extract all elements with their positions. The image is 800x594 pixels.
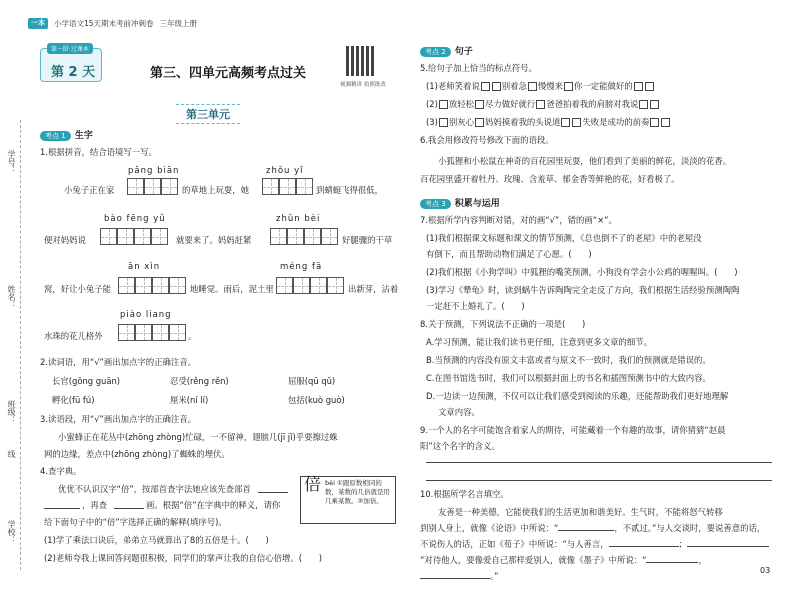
text: 给下面句子中的“倍”字选择正确的解释(填序号)。 [44, 517, 227, 527]
char-grid[interactable] [118, 277, 186, 294]
section-accumulation: 考点 3 积累与运用 [420, 196, 500, 209]
word-item[interactable]: 屈服(qū qǔ) [288, 376, 336, 386]
question-7: 7.根据所学内容判断对错，对的画“√”，错的画“×”。 [420, 215, 617, 225]
char-grid[interactable] [100, 228, 168, 245]
line-label: 线 [7, 450, 16, 458]
pinyin: pǎng biān [128, 166, 180, 176]
char-grid[interactable] [270, 228, 338, 245]
pinyin: piào liang [120, 310, 172, 320]
fill-row-3: ”对待他人，要像爱自己那样爱别人，就像《墨子》中所说：“ ， [420, 555, 707, 565]
qr-caption: 视频精讲 拍照批改 [340, 82, 386, 88]
page-number: 03 [760, 566, 771, 575]
option-b[interactable]: B.当预测的内容没有原文丰富或者与原文不一致时，我们的预测就是错误的。 [426, 355, 711, 365]
word-item[interactable]: 厘米(ní lí) [170, 395, 209, 405]
answer-blank[interactable] [44, 508, 80, 509]
dict-char: 倍 [304, 475, 321, 495]
paragraph[interactable]: 小狐狸和小松鼠在神奇的百花园里玩耍，他们看到了美丽的鲜花，淡淡的花香。 [438, 156, 732, 166]
question-4: 4.查字典。 [40, 466, 82, 476]
page-title: 第三、四单元高频考点过关 [150, 66, 307, 81]
question-9: 9.一个人的名字可能饱含着家人的期待，可能藏着一个有趣的故事，请你猜猜“赵晨 [420, 425, 726, 435]
text: 的草地上玩耍，她 [182, 185, 249, 195]
name-label: 姓名： [7, 285, 16, 309]
char-grid[interactable] [118, 324, 186, 341]
text: 小兔子正在家 [64, 185, 115, 195]
paragraph[interactable]: 小蜜蜂正在花丛中(zhōng zhòng)忙碌，一不留神，翅膀几(jī jǐ)乎要擦过蛛 [58, 432, 338, 442]
question-5: 5.给句子加上恰当的标点符号。 [420, 63, 537, 73]
text: 就要来了。妈妈赶紧 [176, 235, 252, 245]
option-c[interactable]: C.在图书馆选书时，我们可以根据封面上的书名和插图预测书中的大致内容。 [426, 373, 711, 383]
answer-line[interactable] [426, 480, 772, 481]
dictionary-entry [300, 476, 396, 524]
word-item[interactable]: 长官(gōng guān) [52, 376, 121, 386]
word-item[interactable]: 忍受(rěng rěn) [170, 376, 229, 386]
text: 便对妈妈说 [44, 235, 86, 245]
text: 到蜻蜓飞得很低， [316, 185, 383, 195]
section-vocab: 考点 1 生字 [40, 128, 93, 141]
grade-label: 三年级上册 [159, 18, 198, 28]
char-grid[interactable] [262, 178, 313, 195]
text: 友善是一种美德，它能使我们的生活更加和谐美好。生气时，不能将怒气转移 [438, 507, 723, 517]
option-d[interactable]: D.一边读一边预测，不仅可以让我们感受到阅读的乐趣，还能帮助我们更好地理解 [426, 391, 729, 401]
qr-code-icon[interactable] [346, 46, 376, 76]
question-6: 6.我会用修改符号修改下面的语段。 [420, 135, 554, 145]
text: 水珠的花儿格外 [44, 331, 103, 341]
dict-text: bèi ①跟原数相同的数，某数的几倍就是用几乘某数。②加倍。 [325, 479, 390, 505]
section-sentence: 考点 2 句子 [420, 44, 473, 57]
pinyin: zhǔn bèi [276, 214, 321, 224]
char-grid[interactable] [127, 178, 178, 195]
word-item[interactable]: 包括(kuò guò) [288, 395, 345, 405]
answer-line[interactable] [426, 462, 772, 463]
question-10: 10.根据所学名言填空。 [420, 489, 509, 499]
day-badge [40, 48, 102, 82]
punct-row-2[interactable]: (2) 放轻松 尽力做好就行 爸爸拍着我的肩膀对我说 [426, 98, 660, 110]
day-label: 第 2 天 [51, 65, 96, 80]
question-3: 3.读语段，用“√”画出加点字的正确注音。 [40, 414, 197, 424]
pinyin: bào fēng yǔ [104, 214, 166, 224]
paragraph[interactable]: 百花园里盛开着牡丹、玫瑰、含羞草、郁金香等鲜艳的花，好看极了。 [420, 174, 680, 184]
pinyin: méng fā [280, 262, 323, 272]
sub-question[interactable]: (3)学习《犟龟》时，读到蜗牛告诉陶陶完全走反了方向，我们根据生活经验预测陶陶 [426, 285, 740, 295]
book-title: 小学语文15天期末考前冲刺卷 [54, 18, 154, 28]
answer-blank[interactable] [114, 508, 144, 509]
word-item[interactable]: 孵化(fū fú) [52, 395, 95, 405]
sub-question[interactable]: (1)学了乘法口诀后，弟弟立马就算出了8的五倍是十。( ) [44, 535, 269, 545]
text: 窝，好让小兔子能 [44, 284, 111, 294]
char-grid[interactable] [276, 277, 344, 294]
sub-question[interactable]: (1)我们根据课文标题和课文的情节预测，《总也倒不了的老屋》中的老屋没 [426, 233, 702, 243]
stage-tab: 第一阶·过课本 [47, 43, 93, 54]
fill-row-4: 。” [420, 570, 499, 582]
sub-question[interactable]: (2)我们根据《小狗学叫》中狐狸的嘴笑预测，小狗没有学会小公鸡的喔喔叫。( ) [426, 267, 738, 277]
fill-row-2: 不说伤人的话，正如《荀子》中所说：“与人善言， ； [420, 538, 769, 550]
question-8: 8.关于预测，下列说法不正确的一项是( ) [420, 319, 586, 329]
student-id-label: 学号： [7, 150, 16, 174]
option-d[interactable]: 文章内容。 [438, 407, 480, 417]
pinyin: zhǒu yǐ [266, 166, 304, 176]
binding-line [20, 120, 21, 570]
header-bar [28, 16, 197, 30]
punct-row-1[interactable]: (1)老师笑着说 别着急 慢慢来 你一定能做好的 [426, 80, 655, 92]
unit-heading: 第三单元 [176, 104, 240, 124]
pinyin: ān xìn [128, 262, 161, 272]
fill-row-1: 到别人身上，就像《论语》中所说：“ ，不贰过。”与人交谈时，要说善意的话， [420, 523, 766, 533]
answer-blank[interactable] [258, 492, 288, 493]
brand-logo: 一本 [28, 18, 48, 29]
paragraph[interactable]: 网的边缘，差点中(zhōng zhòng)了蜘蛛的埋伏。 [44, 449, 230, 459]
text: ，再查 [82, 500, 108, 510]
question-9: 阳”这个名字的含义。 [420, 441, 500, 451]
text: 地睡觉。雨后，泥土里 [190, 284, 274, 294]
sub-question[interactable]: 一定赶不上婚礼了。( ) [426, 301, 525, 311]
sub-question[interactable]: 有倒下，而且帮助动物们满足了心愿。( ) [426, 249, 592, 259]
option-a[interactable]: A.学习预测，能让我们读书更仔细，注意到更多文章的细节。 [426, 337, 652, 347]
sub-question[interactable]: (2)老师夸我上课回答问题很积极，同学们的掌声让我的自信心倍增。( ) [44, 553, 323, 563]
text: 。 [188, 331, 197, 341]
text: 出新芽，沾着 [348, 284, 399, 294]
text: 画。根据“倍”在字典中的释义，请你 [146, 500, 281, 510]
text: 优优不认识汉字“倍”，按部首查字法她应该先查部首 [58, 484, 251, 494]
punct-row-3[interactable]: (3) 别灰心 妈妈摸着我的头说道 失败是成功的前奏 [426, 116, 671, 128]
text: 好腿骤的干草 [342, 235, 393, 245]
question-1: 1.根据拼音，结合语境写一写。 [40, 147, 157, 157]
class-label: 班级： [7, 400, 16, 424]
school-label: 学校： [7, 520, 16, 544]
question-2: 2.读词语，用“√”画出加点字的正确注音。 [40, 357, 197, 367]
